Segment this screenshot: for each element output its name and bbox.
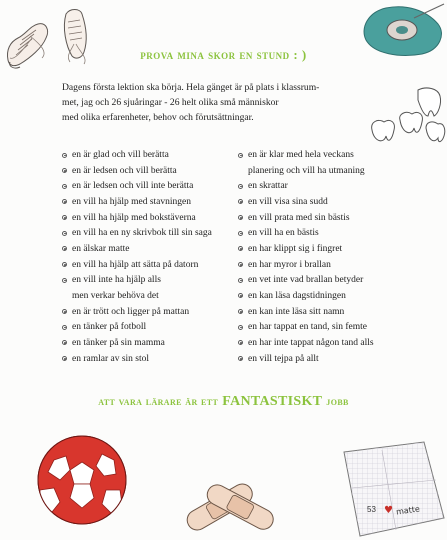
list-item <box>238 273 428 289</box>
band-aids-illustration <box>178 472 288 540</box>
list-item <box>238 352 428 368</box>
bullet-icon <box>62 246 67 251</box>
list-item-text: en har tappat en tand, sin femte <box>248 322 367 333</box>
list-item-text: en vill ha hjälp med bokstäverna <box>72 212 196 223</box>
page-number: 53 <box>367 505 376 514</box>
bullet-icon <box>238 215 243 220</box>
list-item <box>238 320 428 336</box>
list-item <box>238 148 428 179</box>
bullet-icon <box>62 309 67 314</box>
list-item-text: en vet inte vad brallan betyder <box>248 275 364 286</box>
list-item <box>62 258 242 274</box>
list-item-text: en är trött och ligger på mattan <box>72 306 190 317</box>
bullet-icon <box>62 168 67 173</box>
list-item-text: en vill ha en bästis <box>248 228 319 239</box>
bullet-icon <box>238 340 243 345</box>
list-item-text: en vill ha hjälp att sätta på datorn <box>72 259 199 270</box>
list-item <box>62 352 242 368</box>
list-item <box>62 179 242 195</box>
bullet-icon <box>238 246 243 251</box>
list-item-text: en vill inte ha hjälp alls <box>72 275 161 286</box>
list-item <box>62 242 242 258</box>
bullet-icon <box>62 262 67 267</box>
list-item-text: en vill ha en ny skrivbok till sin saga <box>72 228 212 239</box>
list-item-text: en tänker på fotboll <box>72 322 147 333</box>
list-item-text: en har klippt sig i fingret <box>248 243 343 254</box>
bullet-icon <box>238 184 243 189</box>
list-item <box>238 226 428 242</box>
list-item <box>62 164 242 180</box>
footer-tagline-end: jobb <box>326 394 349 408</box>
bullet-icon <box>62 231 67 236</box>
bullet-icon <box>238 278 243 283</box>
bullet-icon <box>62 153 67 158</box>
list-item <box>62 148 242 164</box>
list-item <box>238 289 428 305</box>
bullet-icon <box>238 309 243 314</box>
list-item-text: en är ledsen och vill berätta <box>72 165 177 176</box>
list-item <box>62 226 242 242</box>
list-item-text: en kan inte läsa sitt namn <box>248 306 345 317</box>
footer-tagline-start: att vara lärare är ett <box>98 394 219 408</box>
list-item-text: en är ledsen och vill inte berätta <box>72 181 194 192</box>
list-item <box>238 211 428 227</box>
bullet-icon <box>62 184 67 189</box>
bullet-icon <box>62 199 67 204</box>
intro-line: med olika erfarenheter, behov och förutsättningar. <box>62 112 254 123</box>
bullet-icon <box>238 293 243 298</box>
heart-icon: ♥ <box>384 505 393 516</box>
list-item-text: en är glad och vill berätta <box>72 150 169 160</box>
bullet-icon <box>238 199 243 204</box>
bullet-icon <box>238 262 243 267</box>
list-item-text: en har inte tappat någon tand alls <box>248 337 374 348</box>
list-item-continuation: men verkar behöva det <box>72 290 159 301</box>
bullet-icon <box>62 325 67 330</box>
bullet-icon <box>62 215 67 220</box>
intro-line: met, jag och 26 sjuåringar - 26 helt olika små människor <box>62 97 279 108</box>
list-item <box>62 273 242 304</box>
sneakers-illustration <box>0 0 110 80</box>
list-item <box>62 305 242 321</box>
list-item-text: en kan läsa dagstidningen <box>248 290 346 301</box>
list-item <box>238 305 428 321</box>
list-item-text: en är klar med hela veckans <box>248 150 354 160</box>
bullet-icon <box>62 356 67 361</box>
list-item <box>238 179 428 195</box>
bullet-icon <box>238 356 243 361</box>
bullet-icon <box>238 325 243 330</box>
list-item-text: en ramlar av sin stol <box>72 353 150 364</box>
grid-paper-illustration <box>332 438 447 540</box>
page-title: prova mina skor en stund : ) <box>140 47 307 62</box>
right-list <box>238 148 428 367</box>
football-illustration <box>34 432 130 528</box>
footer-tagline-emphasis: FANTASTISKT <box>222 394 323 409</box>
list-item-text: en skrattar <box>248 181 288 192</box>
list-item-text: en vill tejpa på allt <box>248 353 319 364</box>
bullet-icon <box>238 231 243 236</box>
paper-note: matte <box>395 504 421 517</box>
list-item-text: en tänker på sin mamma <box>72 337 165 348</box>
list-item-text: en älskar matte <box>72 243 130 254</box>
list-item-text: en vill prata med sin bästis <box>248 212 350 223</box>
footer-tagline <box>0 392 447 410</box>
intro-paragraph <box>62 80 392 125</box>
list-item <box>238 336 428 352</box>
list-item <box>62 195 242 211</box>
list-item-text: en vill ha hjälp med stavningen <box>72 196 191 207</box>
list-item <box>62 336 242 352</box>
intro-line: Dagens första lektion ska börja. Hela gänget är på plats i klassrum- <box>62 82 320 93</box>
list-item <box>62 211 242 227</box>
bullet-icon <box>62 278 67 283</box>
bullet-icon <box>238 153 243 158</box>
list-item <box>238 195 428 211</box>
left-list <box>62 148 242 367</box>
list-item <box>238 258 428 274</box>
list-item-text: en har myror i brallan <box>248 259 331 270</box>
list-item <box>238 242 428 258</box>
list-item-continuation: planering och vill ha utmaning <box>248 165 365 176</box>
bullet-icon <box>62 340 67 345</box>
list-item <box>62 320 242 336</box>
list-item-text: en vill visa sina sudd <box>248 196 328 207</box>
